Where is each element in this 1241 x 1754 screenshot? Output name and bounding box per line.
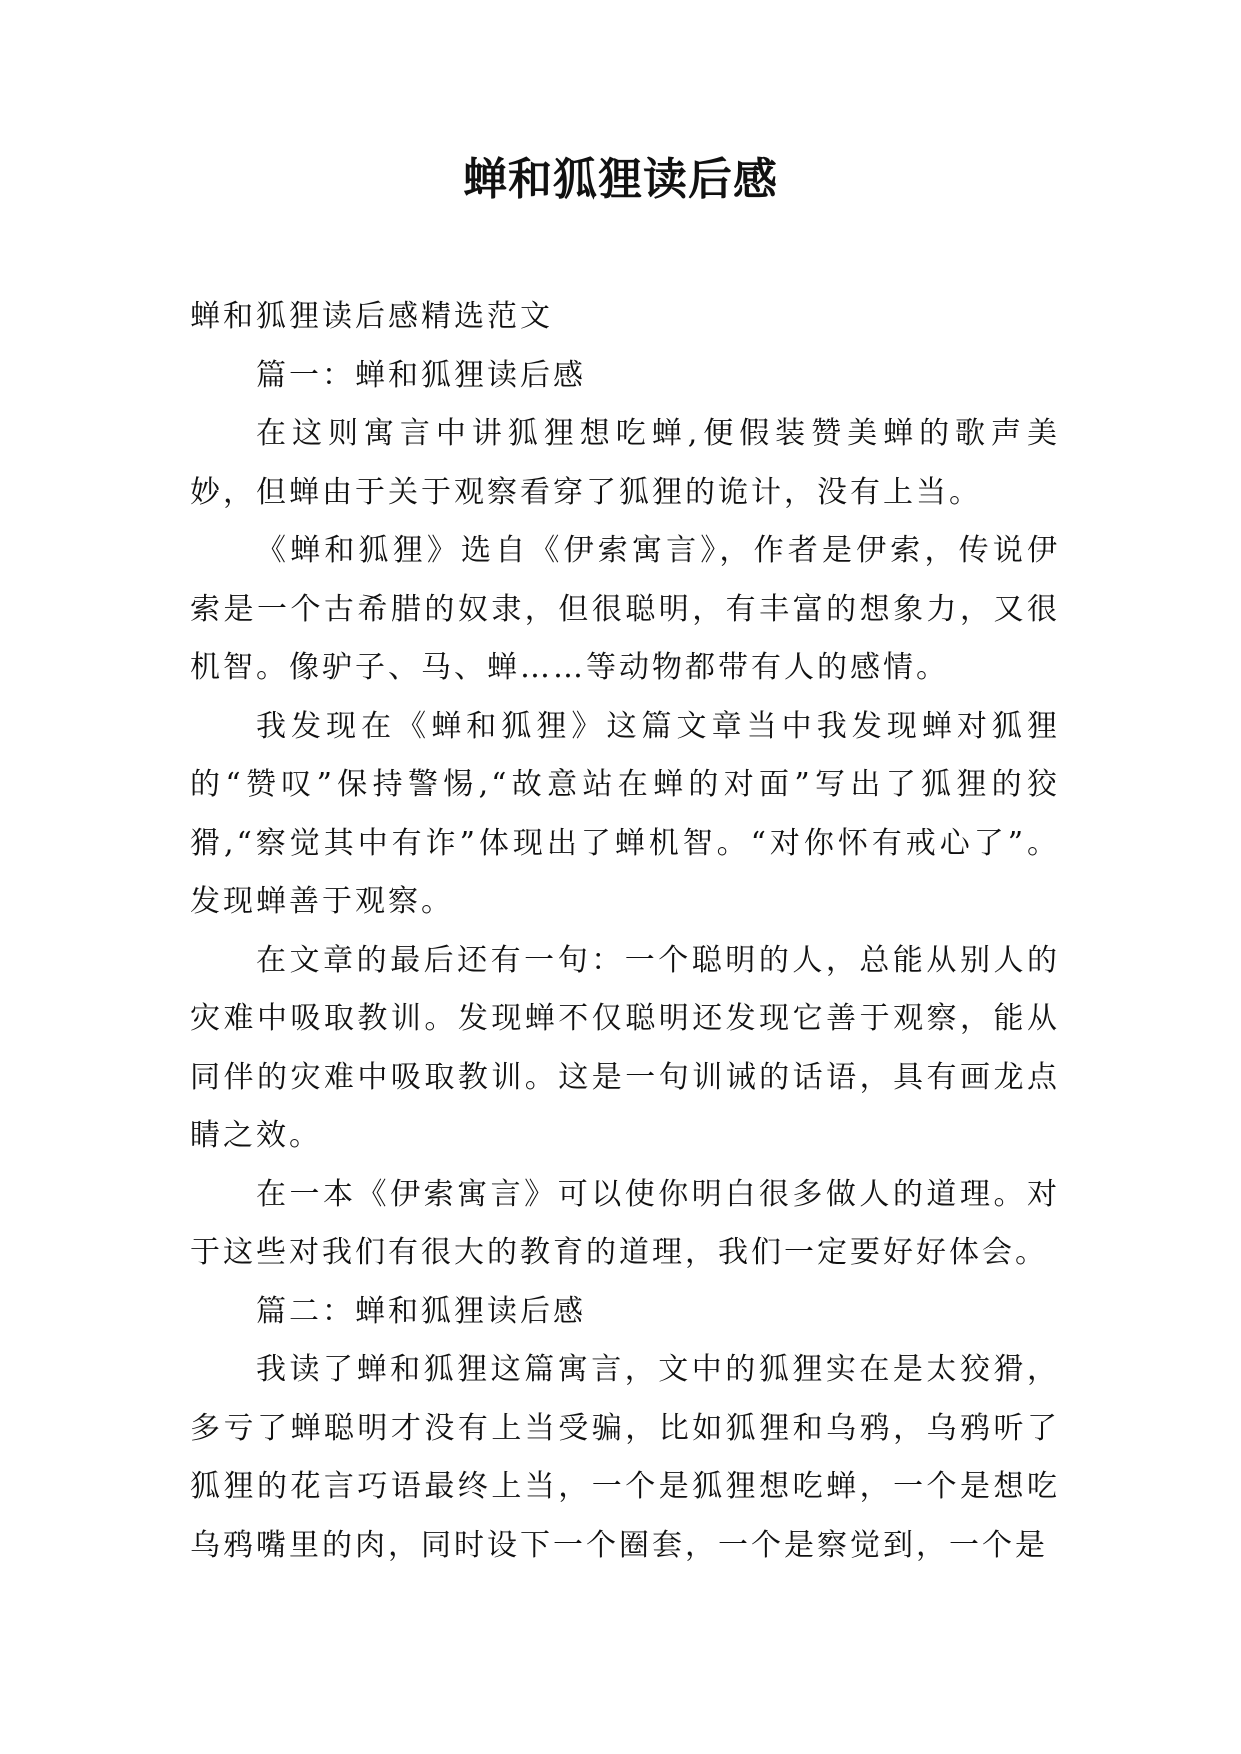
- paragraph: 在这则寓言中讲狐狸想吃蝉,便假装赞美蝉的歌声美妙，但蝉由于关于观察看穿了狐狸的诡计，没有上当。: [190, 416, 1060, 510]
- paragraph: 在一本《伊索寓言》可以使你明白很多做人的道理。对于这些对我们有很大的教育的道理，我们一定要好好体会。: [190, 1176, 1060, 1270]
- paragraph: 在文章的最后还有一句：一个聪明的人，总能从别人的灾难中吸取教训。发现蝉不仅聪明还发现它善于观察，能从同伴的灾难中吸取教训。这是一句训诫的话语，具有画龙点睛之效。: [190, 942, 1060, 1153]
- document-body: [190, 288, 1060, 1575]
- document-title: 蝉和狐狸读后感: [463, 154, 778, 205]
- section-heading: 篇二：蝉和狐狸读后感: [256, 1293, 586, 1329]
- paragraph: 我发现在《蝉和狐狸》这篇文章当中我发现蝉对狐狸的“赞叹”保持警惕,“故意站在蝉的对面”写出了狐狸的狡猾,“察觉其中有诈”体现出了蝉机智。“对你怀有戒心了”。发现蝉善于观察。: [190, 708, 1060, 919]
- section-heading: 篇一：蝉和狐狸读后感: [256, 357, 586, 393]
- paragraph: 《蝉和狐狸》选自《伊索寓言》，作者是伊索，传说伊索是一个古希腊的奴隶，但很聪明，有丰富的想象力，又很机智。像驴子、马、蝉……等动物都带有人的感情。: [190, 533, 1060, 685]
- paragraph: 我读了蝉和狐狸这篇寓言，文中的狐狸实在是太狡猾，多亏了蝉聪明才没有上当受骗，比如狐狸和乌鸦，乌鸦听了狐狸的花言巧语最终上当，一个是狐狸想吃蝉，一个是想吃乌鸦嘴里的肉，同时设下一个圈套，一个是察觉到，一个是: [190, 1352, 1060, 1563]
- document-subtitle: 蝉和狐狸读后感精选范文: [190, 299, 553, 334]
